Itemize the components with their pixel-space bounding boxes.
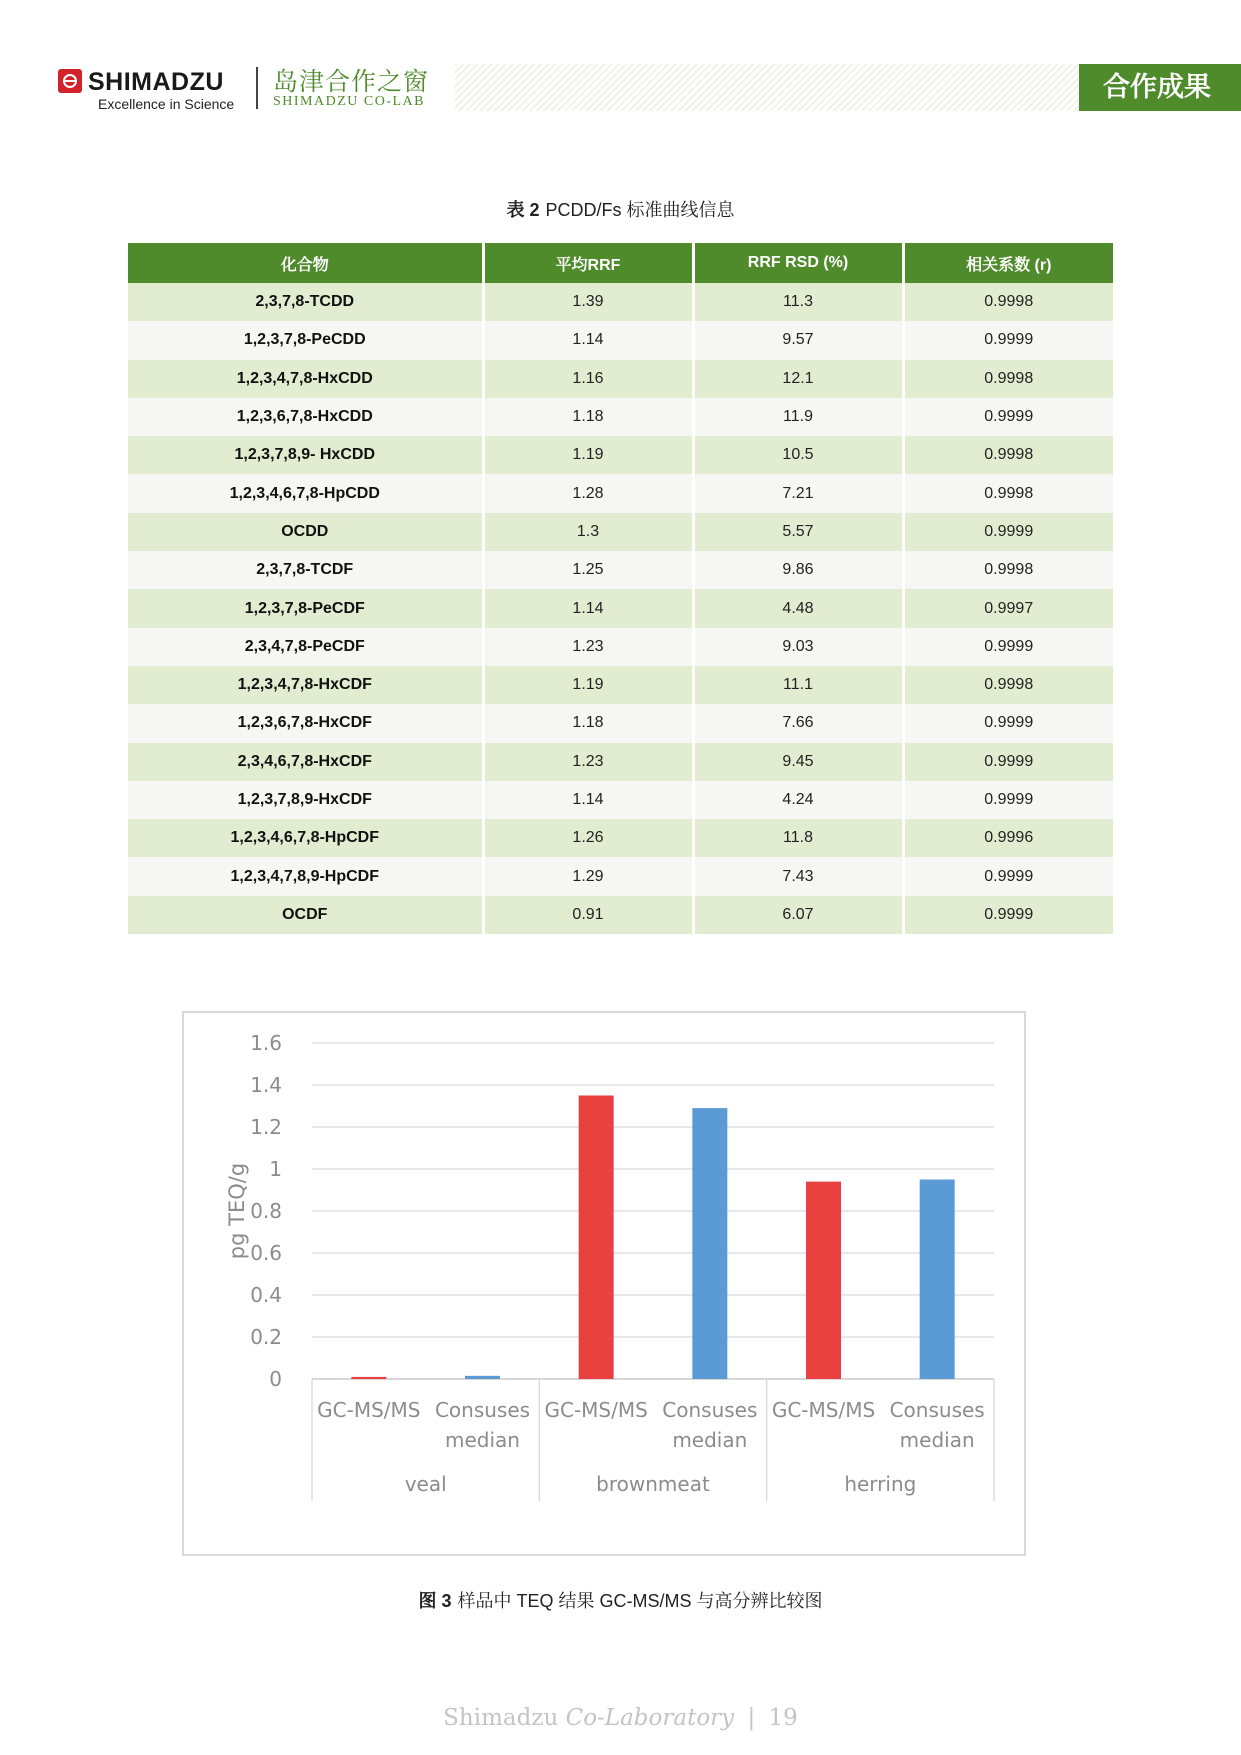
avg-rrf-cell: 1.19 [483, 436, 693, 474]
y-tick-label: 1.2 [250, 1115, 282, 1139]
figure-caption-number: 图 3 [418, 1591, 452, 1611]
avg-rrf-cell: 1.19 [483, 666, 693, 704]
correlation-cell: 0.9998 [903, 283, 1113, 321]
y-tick-label: 1 [269, 1157, 282, 1181]
rrf-rsd-cell: 9.57 [693, 321, 903, 359]
avg-rrf-cell: 1.18 [483, 704, 693, 742]
x-tick-label: GC-MS/MS [771, 1398, 876, 1422]
table-row [128, 474, 1113, 512]
compound-cell: 2,3,4,6,7,8-HxCDF [128, 743, 483, 781]
correlation-cell: 0.9999 [903, 321, 1113, 359]
page-footer [0, 1705, 1241, 1731]
compound-cell: 1,2,3,4,7,8-HxCDD [128, 360, 483, 398]
correlation-cell: 0.9998 [903, 551, 1113, 589]
correlation-cell: 0.9998 [903, 474, 1113, 512]
compound-cell: 1,2,3,7,8-PeCDD [128, 321, 483, 359]
correlation-cell: 0.9999 [903, 743, 1113, 781]
avg-rrf-cell: 1.29 [483, 857, 693, 895]
table-row [128, 436, 1113, 474]
x-tick-label: median [445, 1428, 520, 1452]
table-row [128, 743, 1113, 781]
compound-cell: 2,3,4,7,8-PeCDF [128, 628, 483, 666]
rrf-rsd-cell: 10.5 [693, 436, 903, 474]
table-caption-text: PCDD/Fs 标准曲线信息 [545, 200, 735, 220]
compound-cell: OCDF [128, 896, 483, 934]
figure-caption-text: 样品中 TEQ 结果 GC-MS/MS 与高分辨比较图 [457, 1591, 823, 1611]
table-caption-number: 表 2 [506, 200, 540, 220]
correlation-cell: 0.9998 [903, 436, 1113, 474]
rrf-rsd-cell: 11.8 [693, 819, 903, 857]
bar-veal-1 [465, 1376, 500, 1379]
y-tick-label: 1.4 [250, 1073, 282, 1097]
x-tick-label: GC-MS/MS [317, 1398, 421, 1422]
compound-cell: 1,2,3,7,8-PeCDF [128, 589, 483, 627]
y-tick-label: 0.8 [250, 1199, 282, 1223]
compound-cell: 2,3,7,8-TCDD [128, 283, 483, 321]
bar-brownmeat-1 [692, 1108, 727, 1379]
footer-separator: | [747, 1705, 756, 1731]
correlation-cell: 0.9999 [903, 781, 1113, 819]
correlation-cell: 0.9998 [903, 360, 1113, 398]
x-tick-label: GC-MS/MS [544, 1398, 648, 1422]
table-row [128, 857, 1113, 895]
correlation-cell: 0.9999 [903, 628, 1113, 666]
compound-cell: 1,2,3,7,8,9-HxCDF [128, 781, 483, 819]
correlation-cell: 0.9999 [903, 857, 1113, 895]
table-row [128, 666, 1113, 704]
compound-cell: 1,2,3,4,7,8,9-HpCDF [128, 857, 483, 895]
rrf-rsd-cell: 5.57 [693, 513, 903, 551]
correlation-cell: 0.9999 [903, 398, 1113, 436]
rrf-rsd-cell: 6.07 [693, 896, 903, 934]
x-tick-label: median [672, 1428, 748, 1452]
bar-herring-1 [920, 1180, 955, 1380]
rrf-rsd-cell: 11.3 [693, 283, 903, 321]
colab-title-en: SHIMADZU CO-LAB [273, 94, 425, 109]
correlation-cell: 0.9996 [903, 819, 1113, 857]
x-tick-label: Consuses [434, 1398, 531, 1422]
column-header-rrf-rsd: RRF RSD (%) [693, 243, 903, 283]
x-tick-label: median [899, 1428, 975, 1452]
group-label: veal [404, 1472, 447, 1496]
rrf-rsd-cell: 7.43 [693, 857, 903, 895]
avg-rrf-cell: 1.23 [483, 628, 693, 666]
rrf-rsd-cell: 7.66 [693, 704, 903, 742]
rrf-rsd-cell: 12.1 [693, 360, 903, 398]
x-tick-label: Consuses [662, 1398, 758, 1422]
column-header-compound: 化合物 [128, 243, 483, 283]
correlation-cell: 0.9998 [903, 666, 1113, 704]
rrf-rsd-cell: 11.9 [693, 398, 903, 436]
table-row [128, 589, 1113, 627]
rrf-rsd-cell: 9.45 [693, 743, 903, 781]
bar-herring-0 [806, 1182, 841, 1379]
table-row [128, 360, 1113, 398]
y-tick-label: 0.6 [250, 1241, 282, 1265]
group-label: herring [844, 1472, 917, 1496]
y-tick-label: 0 [269, 1367, 282, 1391]
avg-rrf-cell: 1.14 [483, 321, 693, 359]
rrf-rsd-cell: 9.03 [693, 628, 903, 666]
compound-cell: 1,2,3,6,7,8-HxCDF [128, 704, 483, 742]
x-tick-label: Consuses [889, 1398, 985, 1422]
avg-rrf-cell: 1.23 [483, 743, 693, 781]
shimadzu-logo [58, 66, 258, 116]
table-row [128, 628, 1113, 666]
correlation-cell: 0.9999 [903, 704, 1113, 742]
chart-frame [182, 1011, 1026, 1556]
rrf-rsd-cell: 9.86 [693, 551, 903, 589]
compound-cell: 1,2,3,4,7,8-HxCDF [128, 666, 483, 704]
y-tick-label: 1.6 [250, 1031, 282, 1055]
avg-rrf-cell: 1.14 [483, 589, 693, 627]
compound-cell: 1,2,3,4,6,7,8-HpCDF [128, 819, 483, 857]
page-number: 19 [768, 1705, 798, 1731]
rrf-rsd-cell: 11.1 [693, 666, 903, 704]
rrf-rsd-cell: 7.21 [693, 474, 903, 512]
footer-brand: Shimadzu [443, 1705, 559, 1731]
compound-cell: 1,2,3,7,8,9- HxCDD [128, 436, 483, 474]
header-divider [256, 67, 258, 109]
avg-rrf-cell: 1.25 [483, 551, 693, 589]
column-header-avg-rrf: 平均RRF [483, 243, 693, 283]
y-tick-label: 0.2 [250, 1325, 282, 1349]
bar-brownmeat-0 [579, 1096, 614, 1380]
correlation-cell: 0.9999 [903, 513, 1113, 551]
table-row [128, 321, 1113, 359]
table-row [128, 551, 1113, 589]
avg-rrf-cell: 1.28 [483, 474, 693, 512]
logo-tagline: Excellence in Science [98, 96, 235, 112]
compound-cell: 1,2,3,4,6,7,8-HpCDD [128, 474, 483, 512]
compound-cell: OCDD [128, 513, 483, 551]
group-label: brownmeat [596, 1472, 710, 1496]
logo-name: SHIMADZU [88, 68, 224, 96]
rrf-table [128, 243, 1113, 934]
table-row [128, 896, 1113, 934]
section-tag: 合作成果 [1079, 64, 1241, 111]
avg-rrf-cell: 0.91 [483, 896, 693, 934]
table-row [128, 704, 1113, 742]
avg-rrf-cell: 1.39 [483, 283, 693, 321]
column-header-correlation: 相关系数 (r) [903, 243, 1113, 283]
shimadzu-logo-icon [58, 69, 82, 93]
avg-rrf-cell: 1.16 [483, 360, 693, 398]
table-row [128, 819, 1113, 857]
teq-bar-chart [184, 1013, 1028, 1558]
bar-veal-0 [351, 1377, 386, 1379]
table-caption [0, 196, 1241, 222]
table-row [128, 513, 1113, 551]
correlation-cell: 0.9997 [903, 589, 1113, 627]
avg-rrf-cell: 1.18 [483, 398, 693, 436]
table-body [128, 283, 1113, 934]
compound-cell: 2,3,7,8-TCDF [128, 551, 483, 589]
table-row [128, 781, 1113, 819]
y-tick-label: 0.4 [250, 1283, 282, 1307]
header-stripe-decoration [455, 64, 1079, 111]
footer-italic: Co-Laboratory [565, 1705, 735, 1731]
rrf-rsd-cell: 4.24 [693, 781, 903, 819]
table-row [128, 283, 1113, 321]
figure-caption [0, 1587, 1241, 1613]
rrf-rsd-cell: 4.48 [693, 589, 903, 627]
avg-rrf-cell: 1.3 [483, 513, 693, 551]
avg-rrf-cell: 1.14 [483, 781, 693, 819]
colab-title-cn: 岛津合作之窗 [273, 67, 430, 96]
page-header [0, 0, 1241, 130]
compound-cell: 1,2,3,6,7,8-HxCDD [128, 398, 483, 436]
y-axis-title: pg TEQ/g [225, 1162, 249, 1260]
correlation-cell: 0.9999 [903, 896, 1113, 934]
table-header-row [128, 243, 1113, 283]
avg-rrf-cell: 1.26 [483, 819, 693, 857]
table-row [128, 398, 1113, 436]
